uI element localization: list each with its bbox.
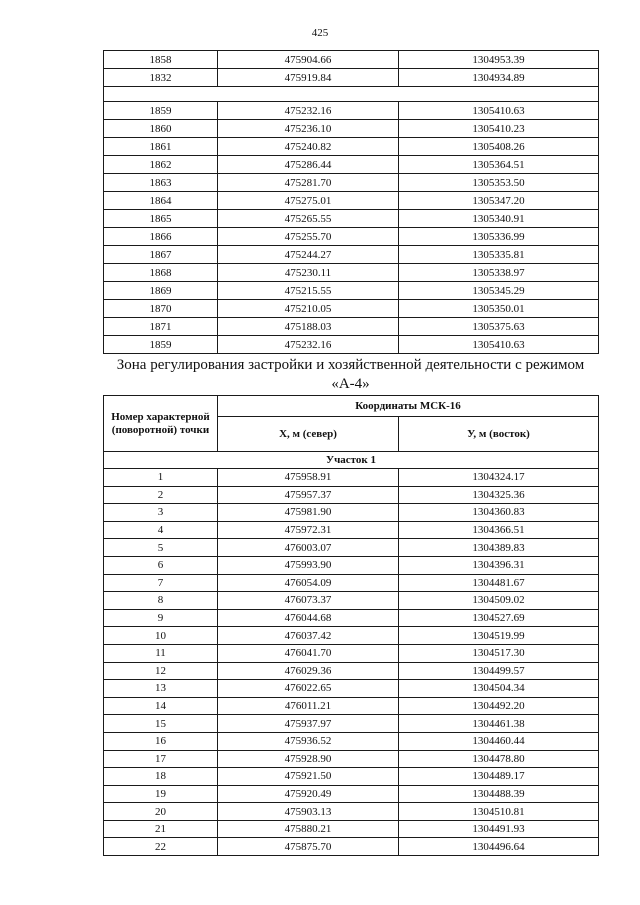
section-row — [104, 452, 599, 469]
x-coordinate-cell: 476022.65 — [218, 680, 399, 698]
header-x-north: X, м (север) — [218, 417, 399, 452]
y-coordinate-cell: 1304396.31 — [399, 556, 599, 574]
x-coordinate-cell: 475936.52 — [218, 732, 399, 750]
table-row — [104, 469, 599, 487]
point-number-cell: 14 — [104, 697, 218, 715]
point-number-cell: 1870 — [104, 300, 218, 318]
x-coordinate-cell: 476037.42 — [218, 627, 399, 645]
x-coordinate-cell: 475240.82 — [218, 138, 399, 156]
x-coordinate-cell: 475232.16 — [218, 336, 399, 354]
y-coordinate-cell: 1304496.64 — [399, 838, 599, 856]
x-coordinate-cell: 475920.49 — [218, 785, 399, 803]
x-coordinate-cell: 475993.90 — [218, 556, 399, 574]
x-coordinate-cell: 475937.97 — [218, 715, 399, 733]
x-coordinate-cell: 475236.10 — [218, 120, 399, 138]
point-number-cell: 9 — [104, 609, 218, 627]
y-coordinate-cell: 1304460.44 — [399, 732, 599, 750]
y-coordinate-cell: 1304934.89 — [399, 69, 599, 87]
point-number-cell: 15 — [104, 715, 218, 733]
table-row — [104, 318, 599, 336]
table-row — [104, 69, 599, 87]
table-row — [104, 336, 599, 354]
table1-blank-row — [104, 87, 599, 102]
x-coordinate-cell: 475230.11 — [218, 264, 399, 282]
x-coordinate-cell: 475188.03 — [218, 318, 399, 336]
header-point-number: Номер характерной (поворотной) точки — [104, 396, 218, 452]
x-coordinate-cell: 475265.55 — [218, 210, 399, 228]
x-coordinate-cell: 475232.16 — [218, 102, 399, 120]
point-number-cell: 1863 — [104, 174, 218, 192]
table-row — [104, 138, 599, 156]
point-number-cell: 1860 — [104, 120, 218, 138]
table-row — [104, 768, 599, 786]
y-coordinate-cell: 1305340.91 — [399, 210, 599, 228]
point-number-cell: 1832 — [104, 69, 218, 87]
table-row — [104, 486, 599, 504]
y-coordinate-cell: 1305335.81 — [399, 246, 599, 264]
point-number-cell: 13 — [104, 680, 218, 698]
x-coordinate-cell: 475972.31 — [218, 521, 399, 539]
table-row — [104, 732, 599, 750]
table-row — [104, 574, 599, 592]
y-coordinate-cell: 1304366.51 — [399, 521, 599, 539]
point-number-cell: 20 — [104, 803, 218, 821]
point-number-cell: 5 — [104, 539, 218, 557]
point-number-cell: 1869 — [104, 282, 218, 300]
x-coordinate-cell: 475957.37 — [218, 486, 399, 504]
table-row — [104, 803, 599, 821]
y-coordinate-cell: 1304481.67 — [399, 574, 599, 592]
table-row — [104, 246, 599, 264]
table-row — [104, 521, 599, 539]
y-coordinate-cell: 1304324.17 — [399, 469, 599, 487]
x-coordinate-cell: 475281.70 — [218, 174, 399, 192]
table-row — [104, 156, 599, 174]
y-coordinate-cell: 1304389.83 — [399, 539, 599, 557]
table-row — [104, 662, 599, 680]
y-coordinate-cell: 1304488.39 — [399, 785, 599, 803]
x-coordinate-cell: 475958.91 — [218, 469, 399, 487]
table-row — [104, 697, 599, 715]
table-row — [104, 715, 599, 733]
y-coordinate-cell: 1305408.26 — [399, 138, 599, 156]
x-coordinate-cell: 475215.55 — [218, 282, 399, 300]
y-coordinate-cell: 1304489.17 — [399, 768, 599, 786]
x-coordinate-cell: 475275.01 — [218, 192, 399, 210]
table-row — [104, 210, 599, 228]
point-number-cell: 16 — [104, 732, 218, 750]
table-row — [104, 51, 599, 69]
point-number-cell: 8 — [104, 592, 218, 610]
y-coordinate-cell: 1304461.38 — [399, 715, 599, 733]
y-coordinate-cell: 1304953.39 — [399, 51, 599, 69]
coordinates-table-continued — [103, 50, 599, 354]
point-number-cell: 1867 — [104, 246, 218, 264]
x-coordinate-cell: 476041.70 — [218, 644, 399, 662]
section-label: Участок 1 — [104, 452, 599, 469]
y-coordinate-cell: 1305410.63 — [399, 336, 599, 354]
x-coordinate-cell: 476044.68 — [218, 609, 399, 627]
y-coordinate-cell: 1304519.99 — [399, 627, 599, 645]
point-number-cell: 1861 — [104, 138, 218, 156]
zone-a4-coordinates-table — [103, 395, 599, 856]
table-row — [104, 609, 599, 627]
table-row — [104, 282, 599, 300]
table-row — [104, 102, 599, 120]
table-row — [104, 750, 599, 768]
table-row — [104, 820, 599, 838]
table-row — [104, 838, 599, 856]
x-coordinate-cell: 476029.36 — [218, 662, 399, 680]
table2-rows — [104, 469, 599, 856]
point-number-cell: 1865 — [104, 210, 218, 228]
point-number-cell: 1862 — [104, 156, 218, 174]
point-number-cell: 1859 — [104, 102, 218, 120]
point-number-cell: 12 — [104, 662, 218, 680]
table-row — [104, 120, 599, 138]
x-coordinate-cell: 476073.37 — [218, 592, 399, 610]
y-coordinate-cell: 1304360.83 — [399, 504, 599, 522]
zone-title: Зона регулирования застройки и хозяйственной деятельности с режимом «А-4» — [116, 357, 585, 392]
y-coordinate-cell: 1305410.23 — [399, 120, 599, 138]
x-coordinate-cell: 475286.44 — [218, 156, 399, 174]
point-number-cell: 18 — [104, 768, 218, 786]
x-coordinate-cell: 475255.70 — [218, 228, 399, 246]
x-coordinate-cell: 476054.09 — [218, 574, 399, 592]
point-number-cell: 2 — [104, 486, 218, 504]
y-coordinate-cell: 1304478.80 — [399, 750, 599, 768]
point-number-cell: 1868 — [104, 264, 218, 282]
point-number-cell: 10 — [104, 627, 218, 645]
table-row — [104, 556, 599, 574]
table-row — [104, 264, 599, 282]
table1-top-rows — [104, 51, 599, 87]
x-coordinate-cell: 475244.27 — [218, 246, 399, 264]
y-coordinate-cell: 1305364.51 — [399, 156, 599, 174]
table-row — [104, 192, 599, 210]
x-coordinate-cell: 475981.90 — [218, 504, 399, 522]
y-coordinate-cell: 1305350.01 — [399, 300, 599, 318]
point-number-cell: 1871 — [104, 318, 218, 336]
point-number-cell: 19 — [104, 785, 218, 803]
table-row — [104, 228, 599, 246]
point-number-cell: 11 — [104, 644, 218, 662]
point-number-cell: 21 — [104, 820, 218, 838]
point-number-cell: 1858 — [104, 51, 218, 69]
y-coordinate-cell: 1304517.30 — [399, 644, 599, 662]
table-row — [104, 644, 599, 662]
header-coordinates: Координаты МСК-16 — [218, 396, 599, 417]
page-number: 425 — [311, 27, 329, 39]
point-number-cell: 4 — [104, 521, 218, 539]
point-number-cell: 1859 — [104, 336, 218, 354]
y-coordinate-cell: 1304509.02 — [399, 592, 599, 610]
point-number-cell: 7 — [104, 574, 218, 592]
y-coordinate-cell: 1304504.34 — [399, 680, 599, 698]
x-coordinate-cell: 475921.50 — [218, 768, 399, 786]
point-number-cell: 1864 — [104, 192, 218, 210]
point-number-cell: 6 — [104, 556, 218, 574]
y-coordinate-cell: 1304510.81 — [399, 803, 599, 821]
y-coordinate-cell: 1305345.29 — [399, 282, 599, 300]
table-row — [104, 785, 599, 803]
y-coordinate-cell: 1305410.63 — [399, 102, 599, 120]
y-coordinate-cell: 1305353.50 — [399, 174, 599, 192]
y-coordinate-cell: 1304491.93 — [399, 820, 599, 838]
y-coordinate-cell: 1305338.97 — [399, 264, 599, 282]
x-coordinate-cell: 475875.70 — [218, 838, 399, 856]
y-coordinate-cell: 1304492.20 — [399, 697, 599, 715]
point-number-cell: 1866 — [104, 228, 218, 246]
table-row — [104, 504, 599, 522]
x-coordinate-cell: 475880.21 — [218, 820, 399, 838]
x-coordinate-cell: 475919.84 — [218, 69, 399, 87]
x-coordinate-cell: 476011.21 — [218, 697, 399, 715]
x-coordinate-cell: 475903.13 — [218, 803, 399, 821]
point-number-cell: 17 — [104, 750, 218, 768]
x-coordinate-cell: 475928.90 — [218, 750, 399, 768]
y-coordinate-cell: 1305375.63 — [399, 318, 599, 336]
y-coordinate-cell: 1305347.20 — [399, 192, 599, 210]
table-row — [104, 592, 599, 610]
table1-bottom-rows — [104, 102, 599, 354]
table-row — [104, 539, 599, 557]
y-coordinate-cell: 1304325.36 — [399, 486, 599, 504]
table-row — [104, 174, 599, 192]
y-coordinate-cell: 1304499.57 — [399, 662, 599, 680]
x-coordinate-cell: 476003.07 — [218, 539, 399, 557]
x-coordinate-cell: 475904.66 — [218, 51, 399, 69]
point-number-cell: 1 — [104, 469, 218, 487]
table-row — [104, 680, 599, 698]
y-coordinate-cell: 1305336.99 — [399, 228, 599, 246]
table-row — [104, 300, 599, 318]
x-coordinate-cell: 475210.05 — [218, 300, 399, 318]
point-number-cell: 3 — [104, 504, 218, 522]
point-number-cell: 22 — [104, 838, 218, 856]
y-coordinate-cell: 1304527.69 — [399, 609, 599, 627]
header-y-east: У, м (восток) — [399, 417, 599, 452]
table-row — [104, 627, 599, 645]
